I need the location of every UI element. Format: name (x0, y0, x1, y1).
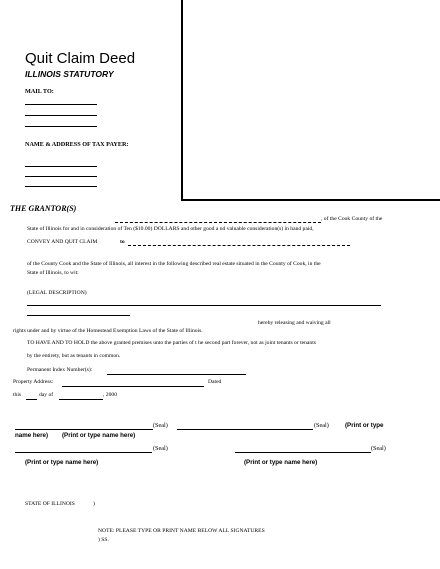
signature-line-4[interactable] (235, 452, 371, 453)
signature-line-3[interactable] (15, 452, 152, 453)
signature-line-2[interactable] (177, 429, 313, 430)
seal-label-4: (Seal) (371, 445, 386, 452)
page-title: Quit Claim Deed (25, 50, 136, 67)
releasing-text: hereby releasing and waiving all (258, 320, 331, 326)
grantor-line1-end: , of the Cook County of the (321, 216, 383, 222)
seal-label-1: (Seal) (153, 422, 168, 429)
dated-label: Dated (208, 379, 222, 385)
mail-to-line-1[interactable] (25, 104, 97, 105)
tax-payer-line-1[interactable] (25, 166, 97, 167)
grantor-heading: THE GRANTOR(S) (10, 204, 77, 213)
signature-line-1[interactable] (15, 429, 153, 430)
mail-to-line-3[interactable] (25, 126, 97, 127)
legal-description-label: (LEGAL DESCRIPTION) (27, 290, 87, 296)
legal-description-line-2[interactable] (27, 315, 130, 316)
state-paren: ) (93, 501, 95, 507)
print-name-label-1: (Print or type name here) (62, 432, 136, 439)
property-address-line[interactable] (62, 386, 204, 387)
mail-to-label: MAIL TO: (25, 88, 54, 95)
real-estate-text: of the County Cook and the State of Illinois, all interest in the following described real estate situated in the County of Cook, in the (27, 261, 321, 267)
pin-line[interactable] (107, 374, 246, 375)
print-name-label-2: (Print or type name here) (25, 459, 99, 466)
homestead-text: rights under and by virtue of the Homestead Exemption Laws of the State of Illinois. (13, 328, 203, 334)
property-address-label: Property Address: (13, 379, 54, 385)
grantee-name-line[interactable] (128, 245, 350, 246)
tax-payer-line-3[interactable] (25, 186, 97, 187)
ss-text: ) SS. (98, 537, 109, 543)
page-subtitle: ILLINOIS STATUTORY (25, 69, 114, 79)
tax-payer-label: NAME & ADDRESS OF TAX PAYER: (25, 141, 129, 148)
convey-to-text: to (120, 239, 125, 245)
day-line[interactable] (26, 399, 37, 400)
month-line[interactable] (59, 399, 103, 400)
recorder-box-bottom-border (181, 199, 440, 201)
tax-payer-line-2[interactable] (25, 176, 97, 177)
consideration-text: State of Illinois for and in consideration of Ten ($10.00) DOLLARS and other good a nd valuable consideration(s) in hand paid, (27, 226, 314, 232)
name-here-label: name here) (15, 432, 49, 439)
note-text: NOTE: PLEASE TYPE OR PRINT NAME BELOW ALL SIGNATURES (98, 528, 265, 534)
day-of-label: day of (39, 392, 54, 398)
recorder-box-left-border (181, 0, 183, 200)
print-name-label-3: (Print or type name here) (244, 459, 318, 466)
print-or-type-label: (Print or type (345, 422, 384, 429)
year-label: , 2000 (103, 392, 117, 398)
to-have-text: TO HAVE AND TO HOLD the above granted premises unto the parties of t he second part forever, not as joint tenants or tenants (27, 340, 316, 346)
tenants-text: by the entirety, but as tenants in common. (27, 353, 121, 359)
grantor-name-line[interactable] (115, 222, 321, 223)
this-label: this (13, 392, 22, 398)
seal-label-2: (Seal) (314, 422, 329, 429)
state-of-illinois-label: STATE OF ILLINOIS (25, 501, 75, 507)
mail-to-line-2[interactable] (25, 115, 97, 116)
to-wit-text: State of Illinois, to wit: (27, 270, 79, 276)
seal-label-3: (Seal) (153, 445, 168, 452)
legal-description-line-1[interactable] (27, 305, 381, 306)
pin-label: Permanent Index Number(s): (27, 367, 93, 373)
convey-text: CONVEY AND QUIT CLAIM (27, 239, 98, 245)
